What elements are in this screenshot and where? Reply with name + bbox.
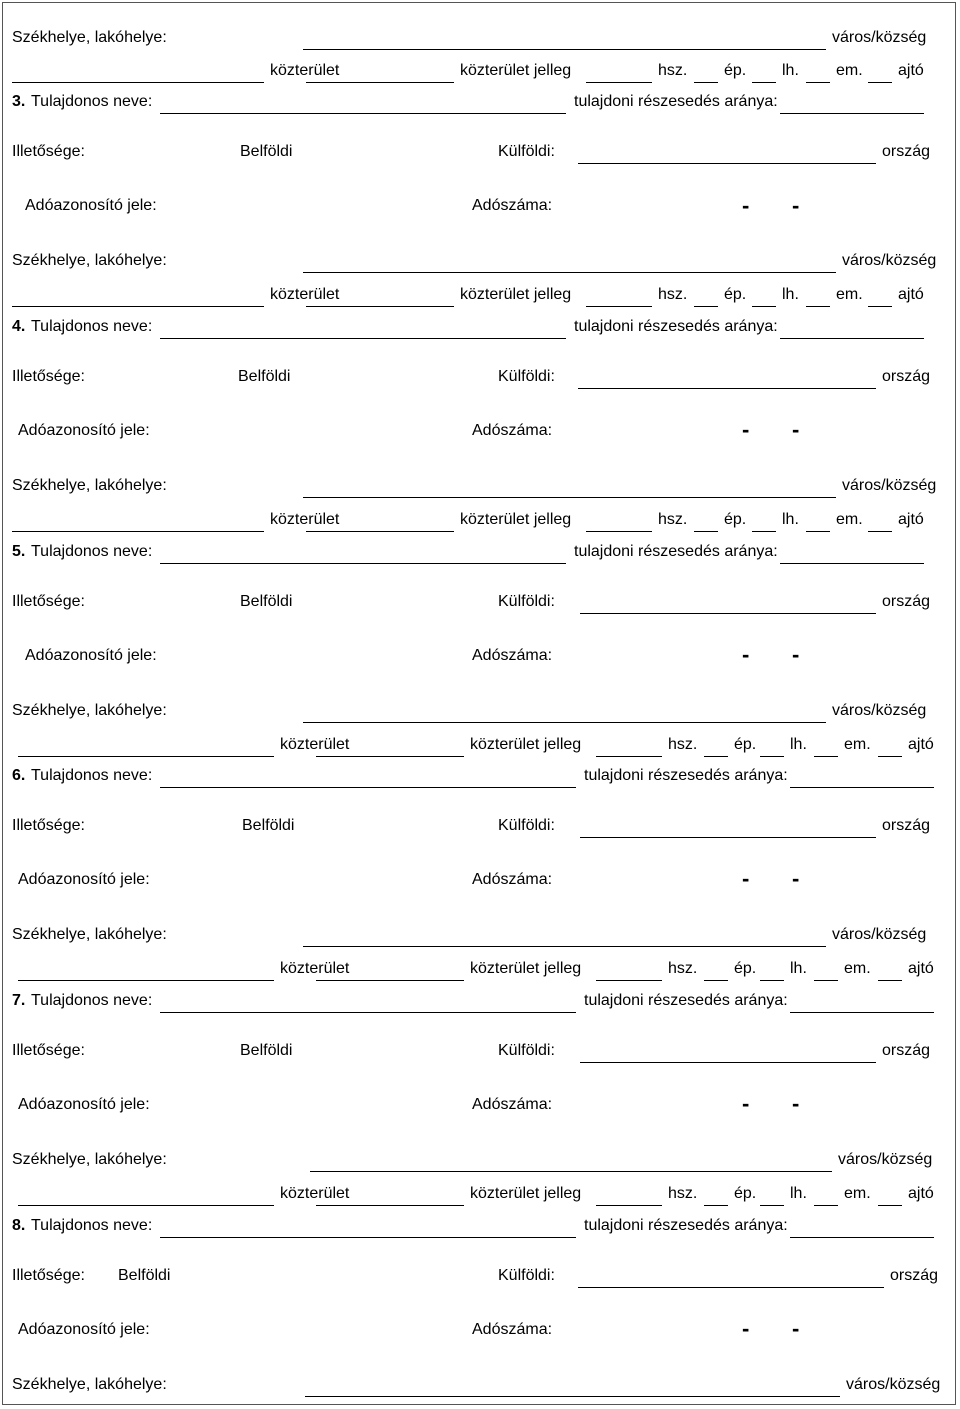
owner-name-field[interactable] bbox=[160, 1012, 576, 1013]
building-field[interactable] bbox=[760, 756, 784, 757]
building-field[interactable] bbox=[760, 1205, 784, 1206]
building-field[interactable] bbox=[752, 306, 776, 307]
street-label: közterület bbox=[280, 1185, 350, 1202]
street-type-label: közterület jelleg bbox=[470, 736, 582, 753]
share-label: tulajdoni részesedés aránya: bbox=[574, 543, 778, 560]
domestic-option: Belföldi bbox=[242, 817, 295, 834]
city-label: város/község bbox=[832, 926, 927, 943]
city-label: város/község bbox=[846, 1376, 941, 1393]
door-label: ajtó bbox=[898, 62, 924, 79]
city-label: város/község bbox=[832, 702, 927, 719]
city-label: város/község bbox=[842, 252, 937, 269]
residency-label: Illetősége: bbox=[12, 1042, 85, 1059]
street-name-field[interactable] bbox=[18, 1205, 274, 1206]
staircase-label: lh. bbox=[790, 1185, 807, 1202]
seat-label: Székhelye, lakóhelye: bbox=[12, 1151, 167, 1168]
tax-number-separator-2: - bbox=[792, 417, 800, 442]
owner-name-label: Tulajdonos neve: bbox=[31, 543, 153, 560]
seat-address-field[interactable] bbox=[310, 1171, 832, 1172]
tax-number-label: Adószáma: bbox=[472, 1321, 553, 1338]
street-name-field[interactable] bbox=[12, 306, 264, 307]
tax-number-label: Adószáma: bbox=[472, 1096, 553, 1113]
tax-number-label: Adószáma: bbox=[472, 871, 553, 888]
house-number-label: hsz. bbox=[668, 1185, 698, 1202]
street-name-field[interactable] bbox=[18, 980, 274, 981]
house-number-field[interactable] bbox=[704, 980, 728, 981]
street-type-field[interactable] bbox=[316, 980, 464, 981]
door-label: ajtó bbox=[898, 286, 924, 303]
country-label: ország bbox=[882, 1042, 931, 1059]
residency-label: Illetősége: bbox=[12, 817, 85, 834]
seat-address-field[interactable] bbox=[303, 49, 826, 50]
tax-number-separator-1: - bbox=[742, 417, 750, 442]
house-number-field[interactable] bbox=[694, 82, 718, 83]
owner-name-field[interactable] bbox=[160, 338, 566, 339]
door-label: ajtó bbox=[908, 1185, 934, 1202]
foreign-country-field[interactable] bbox=[580, 613, 876, 614]
tax-number-separator-2: - bbox=[792, 642, 800, 667]
tax-number-separator-1: - bbox=[742, 866, 750, 891]
foreign-country-field[interactable] bbox=[580, 837, 876, 838]
building-label: ép. bbox=[724, 62, 747, 79]
street-type-value-field[interactable] bbox=[586, 82, 652, 83]
share-label: tulajdoni részesedés aránya: bbox=[574, 318, 778, 335]
tax-number-separator-1: - bbox=[742, 193, 750, 218]
street-type-field[interactable] bbox=[316, 1205, 464, 1206]
floor-label: em. bbox=[836, 286, 863, 303]
domestic-option: Belföldi bbox=[240, 593, 293, 610]
foreign-label: Külföldi: bbox=[498, 368, 555, 385]
street-type-label: közterület jelleg bbox=[460, 511, 572, 528]
floor-field[interactable] bbox=[868, 306, 892, 307]
tax-id-label: Adóazonosító jele: bbox=[18, 1096, 150, 1113]
city-label: város/község bbox=[832, 29, 927, 46]
building-label: ép. bbox=[734, 960, 757, 977]
city-label: város/község bbox=[842, 477, 937, 494]
door-label: ajtó bbox=[908, 736, 934, 753]
floor-field[interactable] bbox=[878, 980, 902, 981]
domestic-option: Belföldi bbox=[240, 143, 293, 160]
owner-name-field[interactable] bbox=[160, 563, 566, 564]
owner-number: 6. bbox=[12, 767, 26, 784]
street-label: közterület bbox=[280, 736, 350, 753]
seat-label: Székhelye, lakóhelye: bbox=[12, 252, 167, 269]
house-number-label: hsz. bbox=[668, 736, 698, 753]
staircase-label: lh. bbox=[782, 286, 799, 303]
share-field[interactable] bbox=[790, 787, 934, 788]
owner-number: 3. bbox=[12, 93, 26, 110]
owner-name-label: Tulajdonos neve: bbox=[31, 992, 153, 1009]
staircase-field[interactable] bbox=[814, 1205, 838, 1206]
owner-name-field[interactable] bbox=[160, 787, 576, 788]
floor-label: em. bbox=[836, 62, 863, 79]
tax-number-separator-2: - bbox=[792, 1091, 800, 1116]
owner-name-field[interactable] bbox=[160, 113, 566, 114]
foreign-label: Külföldi: bbox=[498, 1042, 555, 1059]
residency-label: Illetősége: bbox=[12, 593, 85, 610]
share-label: tulajdoni részesedés aránya: bbox=[584, 992, 788, 1009]
house-number-label: hsz. bbox=[668, 960, 698, 977]
street-type-value-field[interactable] bbox=[596, 980, 662, 981]
building-label: ép. bbox=[724, 511, 747, 528]
street-label: közterület bbox=[270, 286, 340, 303]
tax-number-label: Adószáma: bbox=[472, 422, 553, 439]
domestic-option: Belföldi bbox=[240, 1042, 293, 1059]
country-label: ország bbox=[882, 143, 931, 160]
owner-number: 7. bbox=[12, 992, 26, 1009]
domestic-option: Belföldi bbox=[238, 368, 291, 385]
tax-number-separator-2: - bbox=[792, 1316, 800, 1341]
street-type-label: közterület jelleg bbox=[460, 62, 572, 79]
owner-name-label: Tulajdonos neve: bbox=[31, 318, 153, 335]
country-label: ország bbox=[890, 1267, 939, 1284]
tax-number-separator-2: - bbox=[792, 193, 800, 218]
floor-label: em. bbox=[844, 1185, 871, 1202]
tax-number-separator-2: - bbox=[792, 866, 800, 891]
street-name-field[interactable] bbox=[18, 756, 274, 757]
floor-field[interactable] bbox=[878, 1205, 902, 1206]
street-type-label: közterület jelleg bbox=[470, 1185, 582, 1202]
street-type-field[interactable] bbox=[306, 82, 454, 83]
owner-number: 4. bbox=[12, 318, 26, 335]
door-label: ajtó bbox=[908, 960, 934, 977]
residency-label: Illetősége: bbox=[12, 368, 85, 385]
building-label: ép. bbox=[734, 736, 757, 753]
street-type-value-field[interactable] bbox=[586, 531, 652, 532]
foreign-label: Külföldi: bbox=[498, 143, 555, 160]
seat-address-field[interactable] bbox=[303, 497, 836, 498]
seat-address-field[interactable] bbox=[305, 1396, 840, 1397]
floor-label: em. bbox=[844, 736, 871, 753]
street-type-field[interactable] bbox=[316, 756, 464, 757]
street-type-value-field[interactable] bbox=[586, 306, 652, 307]
foreign-country-field[interactable] bbox=[578, 163, 876, 164]
share-field[interactable] bbox=[780, 563, 924, 564]
house-number-field[interactable] bbox=[704, 1205, 728, 1206]
floor-field[interactable] bbox=[878, 756, 902, 757]
street-type-value-field[interactable] bbox=[596, 756, 662, 757]
tax-id-label: Adóazonosító jele: bbox=[25, 647, 157, 664]
tax-number-label: Adószáma: bbox=[472, 197, 553, 214]
street-type-label: közterület jelleg bbox=[460, 286, 572, 303]
building-label: ép. bbox=[724, 286, 747, 303]
staircase-field[interactable] bbox=[806, 306, 830, 307]
house-number-field[interactable] bbox=[694, 531, 718, 532]
street-type-label: közterület jelleg bbox=[470, 960, 582, 977]
tax-id-label: Adóazonosító jele: bbox=[18, 422, 150, 439]
share-label: tulajdoni részesedés aránya: bbox=[584, 767, 788, 784]
seat-label: Székhelye, lakóhelye: bbox=[12, 29, 167, 46]
tax-number-separator-1: - bbox=[742, 1091, 750, 1116]
house-number-label: hsz. bbox=[658, 62, 688, 79]
share-field[interactable] bbox=[780, 113, 924, 114]
tax-number-separator-1: - bbox=[742, 1316, 750, 1341]
owner-number: 8. bbox=[12, 1217, 26, 1234]
owner-name-label: Tulajdonos neve: bbox=[31, 1217, 153, 1234]
house-number-field[interactable] bbox=[704, 756, 728, 757]
staircase-field[interactable] bbox=[806, 531, 830, 532]
street-type-field[interactable] bbox=[306, 531, 454, 532]
tax-id-label: Adóazonosító jele: bbox=[18, 1321, 150, 1338]
share-field[interactable] bbox=[790, 1237, 934, 1238]
domestic-option: Belföldi bbox=[118, 1267, 171, 1284]
street-label: közterület bbox=[270, 511, 340, 528]
residency-label: Illetősége: bbox=[12, 1267, 85, 1284]
staircase-label: lh. bbox=[790, 960, 807, 977]
foreign-label: Külföldi: bbox=[498, 817, 555, 834]
country-label: ország bbox=[882, 817, 931, 834]
floor-label: em. bbox=[836, 511, 863, 528]
staircase-label: lh. bbox=[782, 62, 799, 79]
staircase-field[interactable] bbox=[814, 756, 838, 757]
country-label: ország bbox=[882, 368, 931, 385]
seat-label: Székhelye, lakóhelye: bbox=[12, 702, 167, 719]
share-field[interactable] bbox=[780, 338, 924, 339]
staircase-label: lh. bbox=[790, 736, 807, 753]
share-label: tulajdoni részesedés aránya: bbox=[574, 93, 778, 110]
street-name-field[interactable] bbox=[12, 531, 264, 532]
seat-address-field[interactable] bbox=[303, 272, 836, 273]
street-name-field[interactable] bbox=[12, 82, 264, 83]
staircase-label: lh. bbox=[782, 511, 799, 528]
street-label: közterület bbox=[280, 960, 350, 977]
owner-name-label: Tulajdonos neve: bbox=[31, 767, 153, 784]
house-number-label: hsz. bbox=[658, 511, 688, 528]
floor-label: em. bbox=[844, 960, 871, 977]
street-type-value-field[interactable] bbox=[596, 1205, 662, 1206]
seat-label: Székhelye, lakóhelye: bbox=[12, 1376, 167, 1393]
seat-label: Székhelye, lakóhelye: bbox=[12, 477, 167, 494]
seat-address-field[interactable] bbox=[303, 946, 826, 947]
street-label: közterület bbox=[270, 62, 340, 79]
seat-label: Székhelye, lakóhelye: bbox=[12, 926, 167, 943]
building-label: ép. bbox=[734, 1185, 757, 1202]
seat-address-field[interactable] bbox=[303, 722, 826, 723]
foreign-country-field[interactable] bbox=[578, 1287, 884, 1288]
share-label: tulajdoni részesedés aránya: bbox=[584, 1217, 788, 1234]
owner-number: 5. bbox=[12, 543, 26, 560]
floor-field[interactable] bbox=[868, 82, 892, 83]
building-field[interactable] bbox=[752, 531, 776, 532]
foreign-country-field[interactable] bbox=[578, 388, 876, 389]
tax-id-label: Adóazonosító jele: bbox=[18, 871, 150, 888]
staircase-field[interactable] bbox=[814, 980, 838, 981]
house-number-field[interactable] bbox=[694, 306, 718, 307]
owner-name-field[interactable] bbox=[160, 1237, 576, 1238]
foreign-label: Külföldi: bbox=[498, 1267, 555, 1284]
building-field[interactable] bbox=[752, 82, 776, 83]
tax-number-label: Adószáma: bbox=[472, 647, 553, 664]
house-number-label: hsz. bbox=[658, 286, 688, 303]
staircase-field[interactable] bbox=[806, 82, 830, 83]
country-label: ország bbox=[882, 593, 931, 610]
tax-id-label: Adóazonosító jele: bbox=[25, 197, 157, 214]
street-type-field[interactable] bbox=[306, 306, 454, 307]
foreign-country-field[interactable] bbox=[580, 1062, 876, 1063]
building-field[interactable] bbox=[760, 980, 784, 981]
floor-field[interactable] bbox=[868, 531, 892, 532]
residency-label: Illetősége: bbox=[12, 143, 85, 160]
tax-number-separator-1: - bbox=[742, 642, 750, 667]
door-label: ajtó bbox=[898, 511, 924, 528]
foreign-label: Külföldi: bbox=[498, 593, 555, 610]
city-label: város/község bbox=[838, 1151, 933, 1168]
owner-name-label: Tulajdonos neve: bbox=[31, 93, 153, 110]
share-field[interactable] bbox=[790, 1012, 934, 1013]
